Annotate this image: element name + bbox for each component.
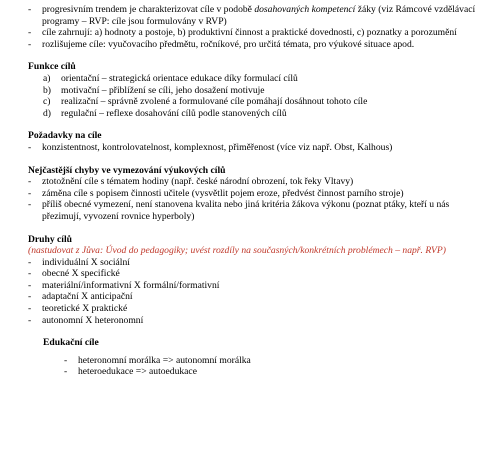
bullet-text: záměna cíle s popisem činnosti učitele (vysvětlit pojem eroze, předvést činnost parního stroje): [42, 187, 404, 199]
bullet-marker: -: [28, 256, 32, 268]
bullet-marker: -: [28, 303, 32, 315]
item-text: realizační – správně zvolené a formulované cíle pomáhají dosáhnout tohoto cíle: [61, 96, 368, 108]
list-item: [43, 96, 491, 108]
bullet-text: ztotožnění cíle s tématem hodiny (např. české národní obrození, tok řeky Vltavy): [42, 176, 354, 188]
list-item: [28, 4, 491, 27]
item-number: a): [43, 72, 51, 84]
study-note: (nastudovat z Jůva: Úvod do pedagogiky; uvést rozdíly na současných/konkrétních problémech – např. RVP): [28, 245, 446, 257]
dash-marker: -: [64, 354, 68, 366]
item-text: regulační – reflexe dosahování cílů podle stanovených cílů: [61, 107, 287, 119]
section-heading-edukacni: Edukační cíle: [43, 337, 99, 349]
bullet-text: rozlišujeme cíle: vyučovacího předmětu, ročníkové, pro určitá témata, pro výukové situace apod.: [42, 38, 415, 50]
item-text: heteronomní morálka => autonomní morálka: [78, 354, 251, 366]
list-item: [28, 176, 491, 188]
bullet-marker: -: [28, 187, 32, 199]
item-text: heteroedukace => autoedukace: [78, 366, 197, 378]
bullet-text: individuální X sociální: [42, 256, 130, 268]
bullet-text: obecné X specifické: [42, 268, 120, 280]
list-item: [28, 27, 491, 39]
section-heading-druhy: Druhy cílů: [28, 233, 72, 245]
list-item: [64, 355, 491, 367]
list-item: [28, 257, 491, 269]
bullet-marker: -: [28, 291, 32, 303]
bullet-marker: -: [28, 27, 32, 39]
list-item: [43, 85, 491, 97]
bullet-text: autonomní X heteronomní: [42, 314, 144, 326]
bullet-text: materiální/informativní X formální/formativní: [42, 279, 220, 291]
bullet-text: cíle zahrnují: a) hodnoty a postoje, b) produktivní činnost a praktické dovednosti, c) poznatky a porozumění: [42, 27, 457, 39]
list-item: [28, 315, 491, 327]
list-item: [28, 199, 491, 222]
item-text: motivační – přiblížení se cíli, jeho dosažení motivuje: [61, 84, 265, 96]
bullet-text: konzistentnost, kontrolovatelnost, komplexnost, přiměřenost (více viz např. Obst, Kalhous): [42, 141, 393, 153]
item-number: d): [43, 107, 51, 119]
dash-marker: -: [64, 366, 68, 378]
list-item: [64, 366, 491, 378]
list-item: [43, 73, 491, 85]
bullet-marker: -: [28, 268, 32, 280]
section-heading-funkce: Funkce cílů: [28, 61, 76, 73]
list-item: [28, 280, 491, 292]
item-number: b): [43, 84, 51, 96]
bullet-marker: -: [28, 199, 32, 211]
bullet-text: adaptační X anticipační: [42, 291, 133, 303]
bullet-marker: -: [28, 4, 32, 15]
list-item: [28, 142, 491, 154]
bullet-marker: -: [28, 314, 32, 326]
list-item: [28, 39, 491, 51]
list-item: [28, 268, 491, 280]
item-text: orientační – strategická orientace edukace díky formulací cílů: [61, 72, 298, 84]
bullet-marker: -: [28, 38, 32, 50]
list-item: [28, 303, 491, 315]
bullet-text: příliš obecné vymezení, není stanovena kvalita nebo jiná kritéria žákova výkonu (poznat ptáky, kteří u nás přezimují, vyvození rovnice hyperboly): [42, 199, 450, 222]
bullet-text: progresivním trendem je charakterizovat cíle v podobě dosahovaných kompetencí žáky (viz Rámcové vzdělávací programy – RVP: cíle jsou formulovány v RVP): [42, 4, 476, 27]
list-item: [28, 188, 491, 200]
bullet-marker: -: [28, 141, 32, 153]
bullet-marker: -: [28, 279, 32, 291]
bullet-marker: -: [28, 176, 32, 188]
section-heading-chyby: Nejčastější chyby ve vymezování výukových cílů: [28, 164, 226, 176]
bullet-text: teoretické X praktické: [42, 303, 128, 315]
list-item: [28, 291, 491, 303]
list-item: [43, 108, 491, 120]
section-heading-pozadavky: Požadavky na cíle: [28, 130, 102, 142]
item-number: c): [43, 96, 51, 108]
